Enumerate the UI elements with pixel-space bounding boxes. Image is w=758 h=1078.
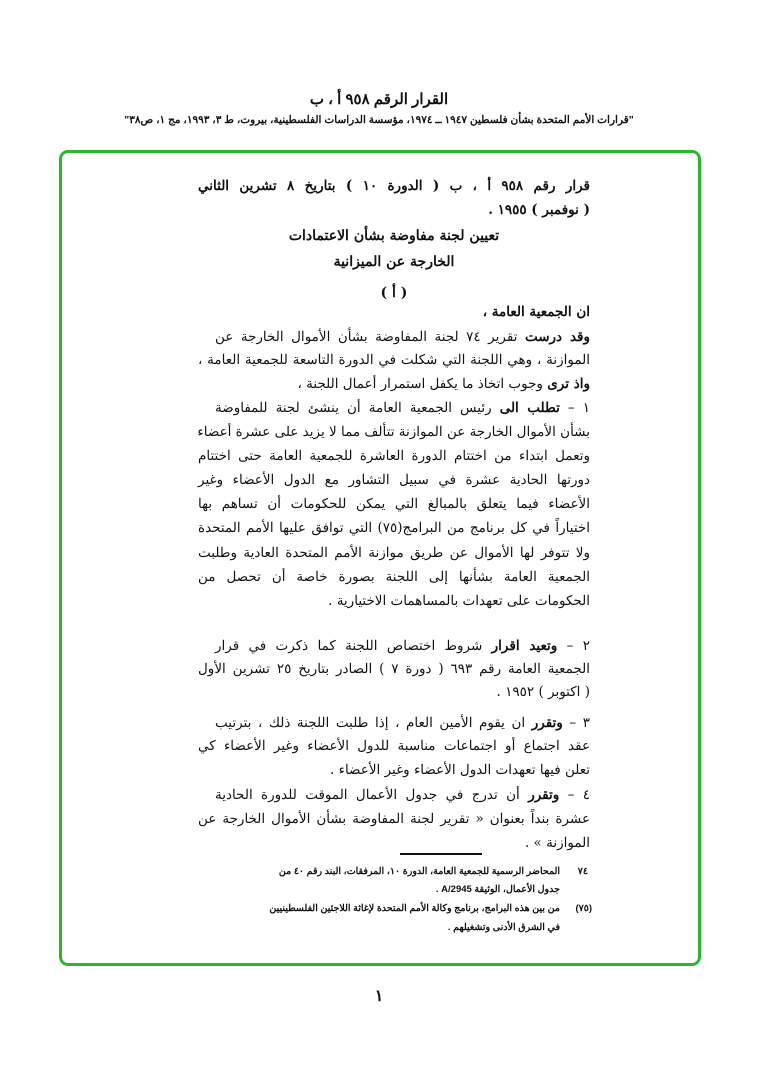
item-1-line: بشأن الأموال الخارجة عن الموازنة تتألف مما لا يزيد على عشرة أعضاء [197, 424, 590, 440]
operative-verb: وتقرر [531, 715, 563, 731]
paragraph-line: وقد درست تقرير ٧٤ لجنة المفاوضة بشأن الأموال الخارجة عن [215, 329, 591, 345]
item-3-line: تعلن فيها تعهدات الدول الأعضاء وغير الأعضاء . [330, 762, 590, 778]
part-label: ( أ ) [380, 285, 408, 301]
footnote-number: (٧٥) [575, 903, 592, 914]
page-header-title: القرار الرقم ٩٥٨ أ ، ب [309, 91, 449, 108]
item-1-line: وتعمل ابتداء من اختتام الدورة العاشرة للجمعية العامة حتى اختتام [198, 448, 590, 464]
operative-verb: واذ ترى [547, 376, 590, 392]
item-4-line: ٤ – وتقرر أن تدرج في جدول الأعمال الموقت للدورة الحادية [215, 787, 591, 803]
footnote-text: جدول الأعمال، الوثيقة A/2945 . [435, 884, 560, 895]
resolution-heading: قرار رقم ٩٥٨ أ ، ب ( الدورة ١٠ ) بتاريخ ٨ تشرين الثاني [198, 178, 590, 194]
operative-verb: تطلب الى [499, 400, 560, 416]
operative-verb: وتعيد اقرار [491, 638, 558, 654]
item-3-line: عقد اجتماع أو اجتماعات مناسبة للدول الأعضاء وغير الأعضاء كي [198, 738, 590, 754]
item-1-line: الجمعية العامة بشأنها إلى اللجنة بصورة خاصة أن تحصل من [198, 569, 590, 585]
operative-verb: وتقرر [528, 787, 560, 803]
footnote-text: في الشرق الأدنى وتشغيلهم . [447, 922, 560, 933]
item-4-line: الموازنة » . [524, 835, 590, 851]
footnote-text: المحاضر الرسمية للجمعية العامة، الدورة ١٠، المرفقات، البند رقم ٤٠ من [278, 866, 560, 877]
item-1-line: دورتها الحادية عشرة في سبيل التشاور مع الدول الأعضاء وغير [198, 472, 590, 488]
item-3-line: ٣ – وتقرر ان يقوم الأمين العام ، إذا طلبت اللجنة ذلك ، بترتيب [215, 715, 590, 731]
paragraph-line: واذ ترى وجوب اتخاذ ما يكفل استمرار أعمال اللجنة ، [297, 376, 590, 392]
item-1-line: الأعضاء فيما يتعلق بالمبالغ التي يمكن للحكومات أن تساهم بها [198, 496, 590, 512]
footnote-text: من بين هذه البرامج، برنامج وكالة الأمم المتحدة لإغاثة اللاجئين الفلسطينيين [269, 903, 560, 914]
resolution-title: الخارجة عن الميزانية [333, 254, 455, 270]
resolution-heading: ( نوفمبر ) ١٩٥٥ . [488, 202, 590, 218]
paragraph-line: الموازنة ، وهي اللجنة التي شكلت في الدورة التاسعة للجمعية العامة ، [198, 352, 590, 368]
operative-verb: وقد درست [524, 329, 591, 345]
item-1-line: ١ – تطلب الى رئيس الجمعية العامة أن ينشئ لجنة للمفاوضة [215, 400, 591, 416]
item-4-line: عشرة بنداً بعنوان « تقرير لجنة المفاوضة بشأن الأموال الخارجة عن [198, 811, 590, 827]
item-2-line: الجمعية العامة رقم ٦٩٣ ( دورة ٧ ) الصادر بتاريخ ٢٥ تشرين الأول [198, 661, 590, 677]
item-2-line: ٢ – وتعيد اقرار شروط اختصاص اللجنة كما ذكرت في قرار [215, 638, 590, 654]
item-2-line: ( اكتوبر ) ١٩٥٢ . [496, 684, 590, 700]
source-citation: "قرارات الأمم المتحدة بشأن فلسطين ١٩٤٧ ــ ١٩٧٤، مؤسسة الدراسات الفلسطينية، بيروت، ط ٣، ١٩٩٣، مج ١، ص٣٨" [124, 114, 634, 126]
item-1-line: الحكومات على تعهدات بالمساهمات الاختيارية . [328, 593, 590, 609]
item-1-line: ولا تتوفر لها الأموال عن طريق موازنة الأمم المتحدة العادية وطلبت [198, 545, 590, 561]
item-1-line: اختياراً في كل برنامج من البرامج(٧٥) التي توافق عليها الأمم المتحدة [198, 520, 590, 536]
footnote-divider [400, 853, 482, 855]
preamble-intro: ان الجمعية العامة ، [482, 304, 590, 320]
footnote-number: ٧٤ [577, 866, 588, 877]
resolution-title: تعيين لجنة مفاوضة بشأن الاعتمادات [288, 228, 500, 244]
page-number: ١ [374, 986, 384, 1005]
